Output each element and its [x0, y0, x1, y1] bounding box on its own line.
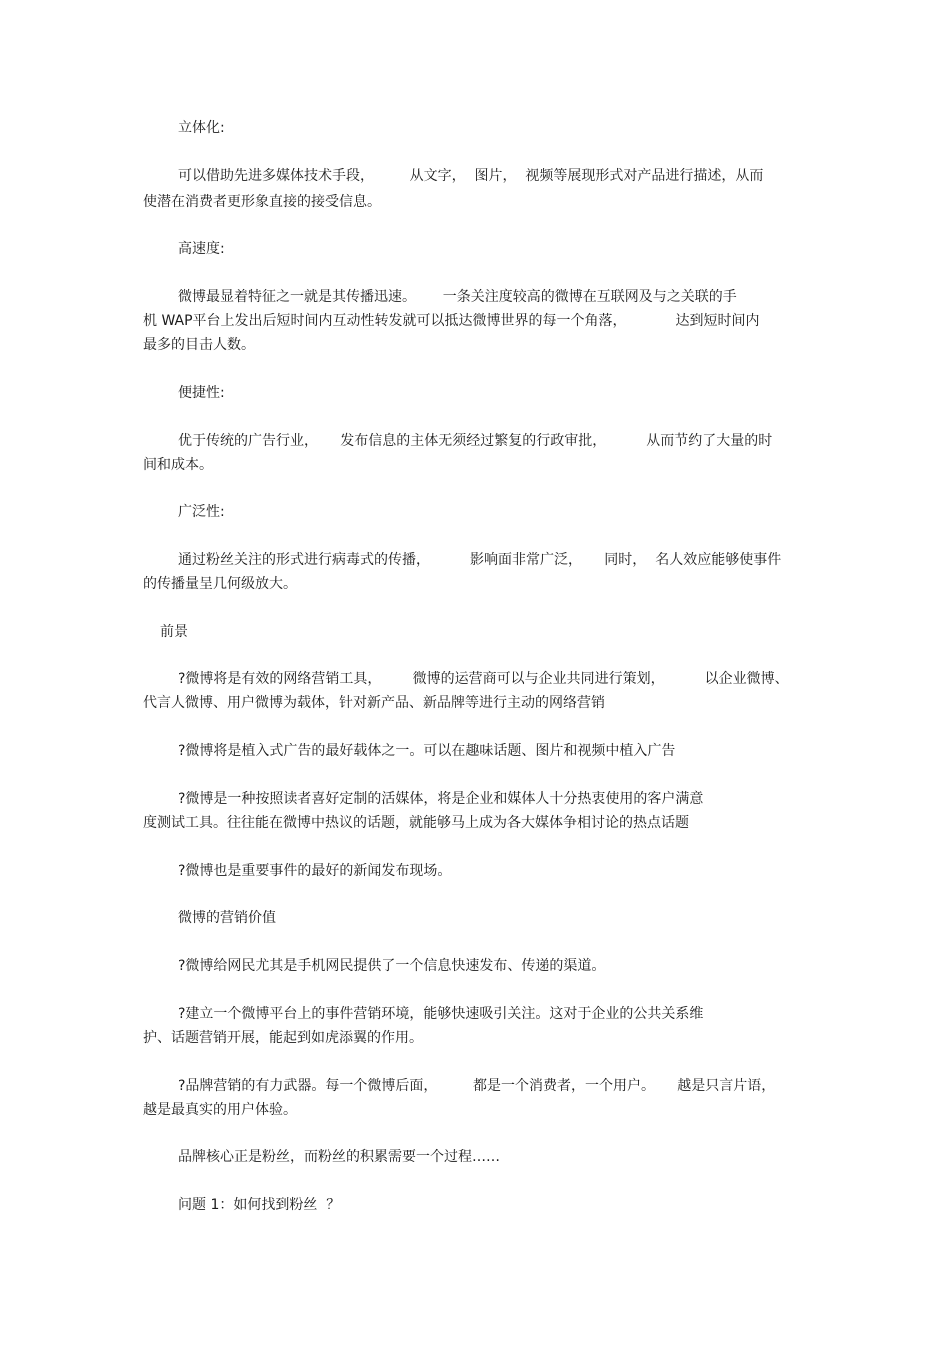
paragraph-line: ?微博是一种按照读者喜好定制的活媒体，将是企业和媒体人十分热衷使用的客户满意 — [178, 791, 704, 807]
heading-marketing-value: 微博的营销价值 — [178, 910, 276, 926]
paragraph-line: 代言人微博、用户微博为载体，针对新产品、新品牌等进行主动的网络营销 — [143, 695, 605, 711]
paragraph-line: 通过粉丝关注的形式进行病毒式的传播， 影响面非常广泛， 同时， 名人效应能够使事件 — [178, 552, 782, 568]
paragraph-line: ?微博也是重要事件的最好的新闻发布现场。 — [178, 863, 452, 879]
paragraph-line: 微博最显着特征之一就是其传播迅速。 一条关注度较高的微博在互联网及与之关联的手 — [178, 289, 737, 305]
question-line: 问题 1：如何找到粉丝 ？ — [178, 1197, 341, 1213]
paragraph-line: 度测试工具。往往能在微博中热议的话题，就能够马上成为各大媒体争相讨论的热点话题 — [143, 815, 689, 831]
paragraph-line: 间和成本。 — [143, 457, 213, 473]
paragraph-line: 护、话题营销开展，能起到如虎添翼的作用。 — [143, 1030, 423, 1046]
paragraph-line: ?品牌营销的有力武器。每一个微博后面， 都是一个消费者，一个用户。 越是只言片语， — [178, 1078, 776, 1094]
paragraph-line: 品牌核心正是粉丝，而粉丝的积累需要一个过程…… — [178, 1149, 500, 1165]
paragraph-line: ?微博将是植入式广告的最好载体之一。可以在趣味话题、图片和视频中植入广告 — [178, 743, 676, 759]
paragraph-line: ?微博给网民尤其是手机网民提供了一个信息快速发布、传递的渠道。 — [178, 958, 606, 974]
paragraph-line: 可以借助先进多媒体技术手段， 从文字， 图片， 视频等展现形式对产品进行描述，从而 — [178, 168, 764, 184]
heading-breadth: 广泛性: — [178, 504, 225, 520]
heading-convenience: 便捷性: — [178, 385, 225, 401]
paragraph-line: ?建立一个微博平台上的事件营销环境，能够快速吸引关注。这对于企业的公共关系维 — [178, 1006, 704, 1022]
paragraph-line: 越是最真实的用户体验。 — [143, 1102, 297, 1118]
paragraph-line: 的传播量呈几何级放大。 — [143, 576, 297, 592]
heading-3d: 立体化: — [178, 120, 225, 136]
heading-prospects: 前景 — [160, 624, 188, 640]
heading-speed: 高速度: — [178, 241, 225, 257]
paragraph-line: 机 WAP平台上发出后短时间内互动性转发就可以抵达微博世界的每一个角落， 达到短时间内 — [143, 313, 760, 329]
paragraph-line: 最多的目击人数。 — [143, 337, 255, 353]
paragraph-line: 优于传统的广告行业， 发布信息的主体无须经过繁复的行政审批， 从而节约了大量的时 — [178, 433, 773, 449]
paragraph-line: 使潜在消费者更形象直接的接受信息。 — [143, 194, 381, 210]
paragraph-line: ?微博将是有效的网络营销工具， 微博的运营商可以与企业共同进行策划， 以企业微博、 — [178, 671, 789, 687]
